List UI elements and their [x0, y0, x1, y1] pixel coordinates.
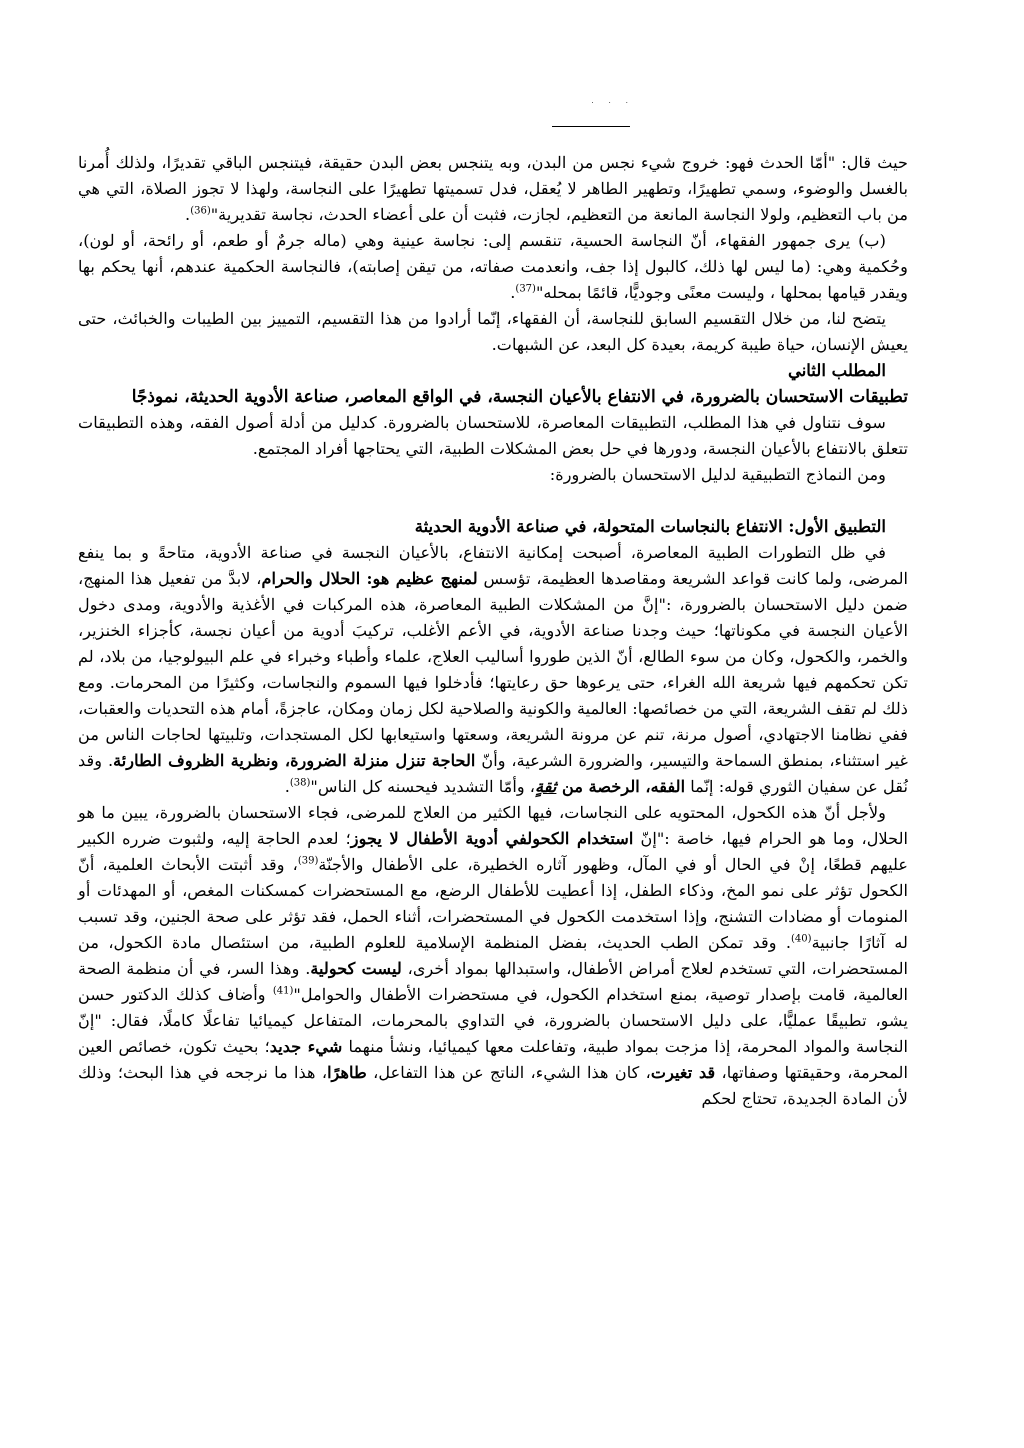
footnote-ref-36[interactable]: (36) [190, 205, 211, 217]
paragraph-7-part-c: ؛ لعدم الحاجة إليه، ولثبوت ضرره الكبير عليهم قطعًا، إنْ في الحال أو في المآل، وظهور آثاره الخطيرة، على الأطفال والأجنّة [78, 829, 909, 874]
bold-phrase-necessity: الحاجة تنزل منزلة الضرورة، ونظرية الظروف الطارئة [113, 751, 476, 770]
bold-phrase-halal-haram: لمنهج عظيم هو: الحلال والحرام [261, 569, 478, 588]
bold-phrase-changed: قد تغيرت [650, 1063, 716, 1082]
paragraph-5: ومن النماذج التطبيقية لدليل الاستحسان بالضرورة: [549, 465, 886, 484]
bold-phrase-pure: طاهرًا [327, 1063, 367, 1082]
document-body [78, 150, 908, 1112]
section-title: تطبيقات الاستحسان بالضرورة، في الانتفاع بالأعيان النجسة، في الواقع المعاصر، صناعة الأدوية الحديثة، نموذجًا [131, 387, 908, 407]
footnote-ref-38[interactable]: (38) [289, 777, 311, 789]
spacer [78, 488, 908, 514]
paragraph-1-end: . [185, 205, 191, 224]
paragraph-6-part-e: ، وأمّا التشديد فيحسنه كل الناس" [310, 777, 536, 796]
paragraph-1-text: حيث قال: "أمّا الحدث فهو: خروج شيء نجس من البدن، وبه يتنجس بعض البدن حقيقة، فيتنجس الباقي تقديرًا، ولذلك أُمرنا بالغسل والوضوء، وسمي تطهيرًا، وتطهير الطاهر لا يُعقل، فدل تسميتها تطهيرًا على النجاسة، ولهذا لا تجوز الصلاة، التي هي من باب التعظيم، ولولا النجاسة المانعة من التعظيم، لجازت، فثبت أن على أعضاء الحدث، نجاسة تقديرية" [78, 153, 908, 224]
footnote-ref-40[interactable]: (40) [791, 933, 812, 945]
paragraph-7-part-a: ولأجل أنّ هذه الكحول، المحتويه على النجاسات، فيها الكثير من العلاج للمرضى، فجاء الاستحسان بالضرورة، يبين ما هو الحلال، وما هو الحرام فيها، خاصة :"إنّ [78, 803, 908, 848]
footnote-ref-37[interactable]: (37) [515, 283, 536, 295]
paragraph-7-part-g: وأضاف كذلك الدكتور حسن يشو، تطبيقًا عمليًّا، على دليل الاستحسان بالضرورة، في التداوي بالمحرمات، المتفاعل كيميائيا تفاعلًا كاملًا، فقال: "إنّ النجاسة والمواد المحرمة، إذا مزجت بمواد طبية، وتفاعلت معها كيميائيا، ونشأ منهما [78, 985, 908, 1056]
header-rule [552, 126, 630, 127]
paragraph-7 [78, 800, 908, 1112]
paragraph-3: يتضح لنا، من خلال التقسيم السابق للنجاسة، أن الفقهاء، إنّما أرادوا من هذا التقسيم، التمييز بين الطيبات والخبائث، حتى يعيش الإنسان، حياة طيبة كريمة، بعيدة كل البعد، عن الشبهات. [78, 309, 908, 354]
paragraph-4: سوف نتناول في هذا المطلب، التطبيقات المعاصرة، للاستحسان بالضرورة. كدليل من أدلة أصول الفقه، وهذه التطبيقات تتعلق بالانتفاع بالأعيان النجسة، ودورها في حل بعض المشكلات الطبية، التي يحتاجها أفراد المجتمع. [78, 413, 908, 458]
paragraph-7-part-h: ؛ بحيث تكون، خصائص العين المحرمة، وحقيقتها وصفاتها، [78, 1037, 908, 1082]
section-label: المطلب الثاني [787, 361, 886, 380]
paragraph-6-part-c: ، لابدَّ من تفعيل هذا المنهج، ضمن دليل الاستحسان بالضرورة، :"إنَّ من المشكلات الطبية المعاصرة، هذه المركبات في الأغذية والأدوية، ومدى دخول الأعيان النجسة في مكوناتها؛ حيث وجدنا صناعة الأدوية، في الأعم الأغلب، تركيبَ أدوية من أعيان نجسة، كأجزاء الخنزير، والخمر، والكحول، وكان من سوء الطالع، أنّ الذين طوروا أساليب العلاج، علماء وأطباء وخبراء في علم البيولوجيا، من بلاد، لم تكن تحكمهم فيها شريعة الله الغراء، حتى يرعوها حق رعايتها؛ فأدخلوا فيها السموم والنجاسات، وكثيرًا من المحرمات. ومع ذلك لم تقف الشريعة، التي من خصائصها: العالمية والكونية والصلاحية لكل زمان ومكان، عاجزةً، أمام هذه التحديات والعقبات، ففي نظامنا الاجتهادي، أصول مرنة، تنم عن مرونة الشريعة، وسعتها واستيعابها لكل المستجدات، وتلبيتها لحاجات الناس من غير استثناء، بمنطق السماحة والتيسير، والضرورة الشرعية، وأنّ [78, 569, 908, 770]
footnote-ref-39[interactable]: (39) [297, 855, 319, 867]
bold-phrase-not-alcoholic: ليست كحولية [310, 959, 402, 978]
paragraph-2-end: . [510, 283, 516, 302]
header-dots: . . . [591, 96, 634, 105]
paragraph-6-part-d: . وقد نُقل عن سفيان الثوري قوله: إنّما [78, 751, 908, 796]
footnote-ref-41[interactable]: (41) [272, 985, 294, 997]
paragraph-7-part-f: . وهذا السر، في أن منظمة الصحة العالمية، قامت بإصدار توصية، بمنع استخدام الكحول، في مستحضرات الأطفال والحوامل" [78, 959, 908, 1004]
bold-phrase-fiqh: الفقه، الرخصة من [556, 777, 686, 796]
paragraph-7-part-j: ، هذا ما نرجحه في هذا البحث؛ وذلك لأن المادة الجديدة، تحتاج لحكم [78, 1063, 908, 1108]
paragraph-7-part-d: ، وقد أثبتت الأبحاث العلمية، أنّ الكحول تؤثر على نمو المخ، وذكاء الطفل، إذا أعطيت للأطفال الرضع، مع المستحضرات كمسكنات المغص، أو المهدئات أو المنومات أو مضادات التشنج، وإذا استخدمت الكحول في المستحضرات، أثناء الحمل، فقد تؤثر على صحة الجنين، وقد تسبب له آثارًا جانبية [78, 855, 908, 952]
bold-phrase-new-thing: شيء جديد [269, 1037, 343, 1056]
paragraph-6-end: . [284, 777, 290, 796]
paragraph-7-part-e: . وقد تمكن الطب الحديث، بفضل المنظمة الإسلامية للعلوم الطبية، من استئصال مادة الكحول، من المستحضرات، التي تستخدم لعلاج أمراض الأطفال، واستبدالها بمواد أخرى، [78, 933, 908, 978]
paragraph-2-text: (ب) يرى جمهور الفقهاء، أنّ النجاسة الحسية، تنقسم إلى: نجاسة عينية وهي (ماله جرمٌ أو طعم، أو رائحة، أو لون)، وحُكمية وهي: (ما ليس لها ذلك، كالبول إذا جف، وانعدمت صفاته، من تيقن إصابته)، فالنجاسة الحكمية عندهم، أنها يحكم بها ويقدر قيامها بمحلها ، وليست معنًى وجوديًّا، قائمًا بمحله" [78, 231, 908, 302]
paragraph-1 [78, 150, 908, 228]
page-header-mark [484, 96, 654, 110]
paragraph-6-part-a: في ظل التطورات الطبية المعاصرة، أصبحت إمكانية الانتفاع، بالأعيان النجسة في صناعة الأدوية، متاحةً و بما ينفع المرضى، ولما كانت قواعد الشريعة ومقاصدها العظيمة، تؤسس [78, 543, 909, 588]
paragraph-7-part-i: ، كان هذا الشيء، الناتج عن هذا التفاعل، [366, 1063, 651, 1082]
paragraph-6 [78, 540, 908, 800]
application-1-title: التطبيق الأول: الانتفاع بالنجاسات المتحولة، في صناعة الأدوية الحديثة [414, 517, 886, 536]
paragraph-2 [78, 228, 908, 306]
bold-phrase-alcohol-children: استخدام الكحولفي أدوية الأطفال لا يجوز [350, 829, 634, 848]
bold-underlined-thiqa: ثقةٍ [535, 777, 557, 796]
